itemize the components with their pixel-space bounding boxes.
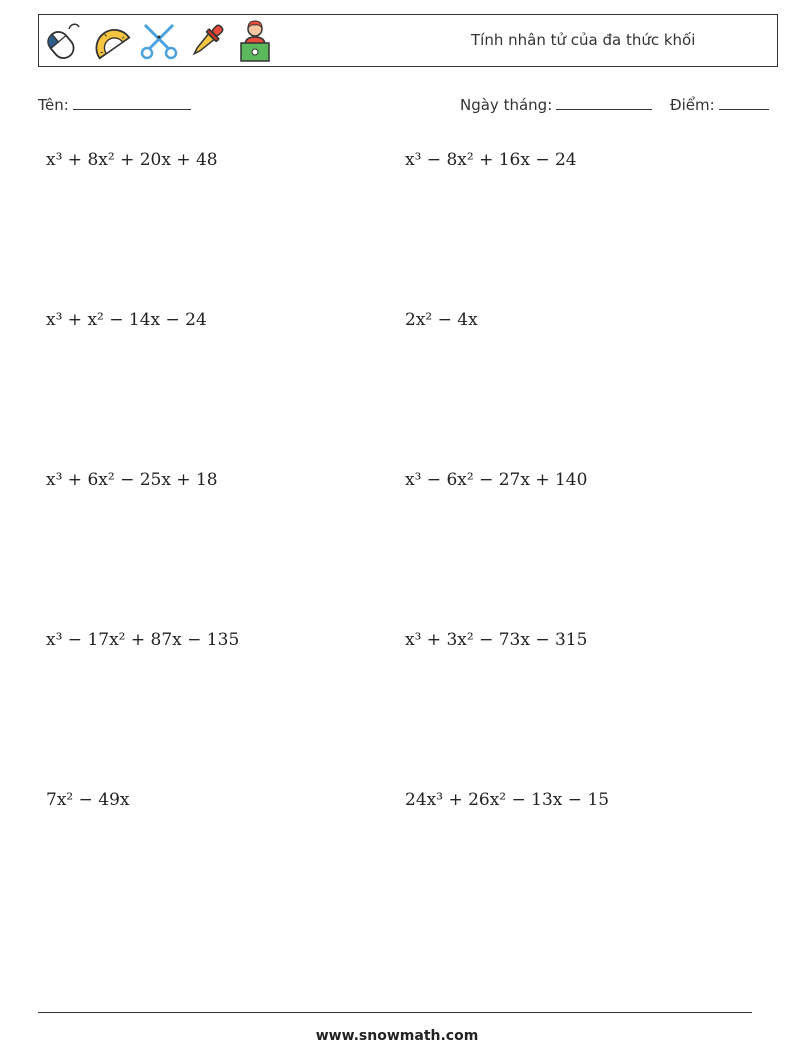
problem-expression: x³ + 3x² − 73x − 315 <box>405 630 588 650</box>
teacher-icon <box>233 19 277 63</box>
date-blank[interactable] <box>556 94 652 110</box>
problem-1 <box>46 150 218 170</box>
problem-7 <box>46 630 239 650</box>
problem-expression: x³ + 6x² − 25x + 18 <box>46 470 218 490</box>
problem-10 <box>405 790 609 810</box>
dropper-icon <box>185 19 229 63</box>
problem-expression: 7x² − 49x <box>46 790 130 810</box>
problem-3 <box>46 310 207 330</box>
mouse-icon <box>41 19 85 63</box>
score-label: Điểm: <box>670 96 715 114</box>
problem-expression: x³ − 8x² + 16x − 24 <box>405 150 577 170</box>
problem-9 <box>46 790 130 810</box>
worksheet-title: Tính nhân tử của đa thức khối <box>471 31 696 49</box>
problem-expression: x³ − 17x² + 87x − 135 <box>46 630 240 650</box>
worksheet-header <box>38 14 778 67</box>
header-icons <box>41 18 277 64</box>
problem-6 <box>405 470 587 490</box>
problem-5 <box>46 470 218 490</box>
problem-expression: 24x³ + 26x² − 13x − 15 <box>405 790 610 810</box>
date-field <box>460 94 652 114</box>
problem-expression: x³ + 8x² + 20x + 48 <box>46 150 218 170</box>
name-label: Tên: <box>38 96 69 114</box>
problem-expression: x³ + x² − 14x − 24 <box>46 310 207 330</box>
problem-4 <box>405 310 478 330</box>
footer-url: www.snowmath.com <box>315 1028 479 1044</box>
problem-2 <box>405 150 577 170</box>
problem-expression: x³ − 6x² − 27x + 140 <box>405 470 588 490</box>
problem-expression: 2x² − 4x <box>405 310 478 330</box>
name-blank[interactable] <box>73 94 191 110</box>
footer-divider <box>38 1012 752 1013</box>
name-field <box>38 94 191 114</box>
protractor-icon <box>89 19 133 63</box>
date-label: Ngày tháng: <box>460 96 553 114</box>
score-field <box>670 94 769 114</box>
score-blank[interactable] <box>719 94 769 110</box>
problem-8 <box>405 630 587 650</box>
scissors-icon <box>137 19 181 63</box>
